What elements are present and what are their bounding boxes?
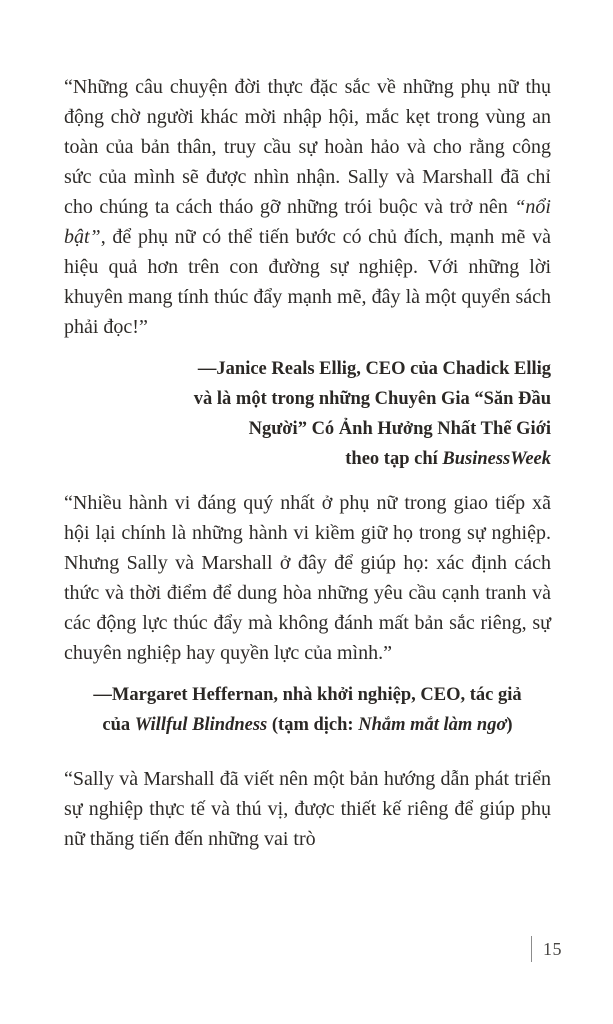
page-footer — [531, 936, 563, 962]
page-number: 15 — [543, 939, 562, 959]
testimonial-attribution-1: —Janice Reals Ellig, CEO của Chadick Ellig và là một trong những Chuyên Gia “Săn Đầu Người” Có Ảnh Hưởng Nhất Thế Giới theo tạp chí BusinessWeek — [193, 359, 551, 469]
page-content — [64, 72, 551, 866]
testimonial-attribution-2: —Margaret Heffernan, nhà khởi nghiệp, CEO, tác giả của Willful Blindness (tạm dịch: Nhắm mắt làm ngơ) — [93, 685, 522, 735]
testimonial-quote-3: “Sally và Marshall đã viết nên một bản hướng dẫn phát triển sự nghiệp thực tế và thú vị, được thiết kế riêng để giúp phụ nữ thăng tiến đến những vai trò — [64, 768, 551, 850]
footer-divider — [531, 936, 533, 962]
testimonial-quote-2: “Nhiều hành vi đáng quý nhất ở phụ nữ trong giao tiếp xã hội lại chính là những hành vi kiềm giữ họ trong sự nghiệp. Nhưng Sally và Marshall ở đây để giúp họ: xác định cách thức và thời điểm để dung hòa những yêu cầu cạnh tranh và các động lực thúc đẩy mà không đánh mất bản sắc riêng, sự chuyên nghiệp hay quyền lực của mình.” — [64, 492, 551, 664]
testimonial-quote-1: “Những câu chuyện đời thực đặc sắc về những phụ nữ thụ động chờ người khác mời nhập hội, mắc kẹt trong vùng an toàn của bản thân, truy cầu sự hoàn hảo và cho rằng công sức của mình sẽ được nhìn nhận. Sally và Marshall đã chỉ cho chúng ta cách tháo gỡ những trói buộc và trở nên “nổi bật”, để phụ nữ có thể tiến bước có chủ đích, mạnh mẽ và hiệu quả hơn trên con đường sự nghiệp. Với những lời khuyên mang tính thúc đẩy mạnh mẽ, đây là một quyển sách phải đọc!” — [64, 76, 551, 338]
